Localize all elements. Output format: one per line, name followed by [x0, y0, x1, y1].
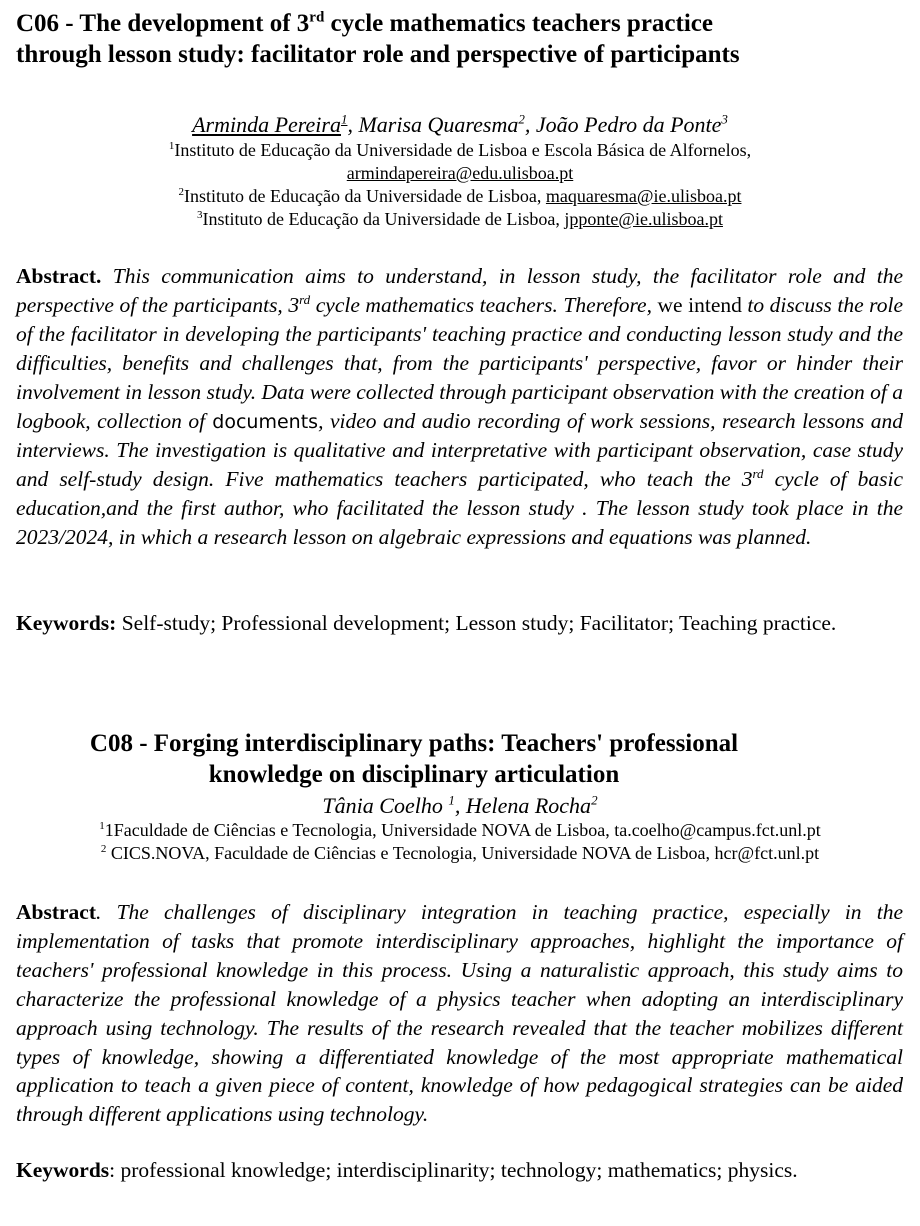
affiliation-text: Instituto de Educação da Universidade de Lisboa e Escola Básica de Alfornelos, — [174, 140, 752, 160]
abstract-text: documents — [205, 410, 319, 433]
c06-abstract — [16, 262, 903, 552]
c08-title — [24, 728, 804, 790]
c08-author-2-mark: 2 — [591, 792, 598, 808]
c08-title-line-1: C08 - Forging interdisciplinary paths: Teachers' professional — [89, 730, 739, 757]
abstract-label: Abstract. — [16, 264, 102, 288]
abstract-text: . The challenges of disciplinary integration in teaching practice, especially in the implementation of tasks that promote interdisciplinary approaches, highlight the importance of teachers' professional knowledge in this process. Using a naturalistic approach, this study aims to characterize the professional knowledge of a physics teacher when adopting an interdisciplinary approach using technology. The results of the research revealed that the teacher mobilizes different types of knowledge, showing a differentiated knowledge of the most appropriate mathematical application to teach a given piece of content, knowledge of how pedagogical strategies can be aided through different applications using technology. — [16, 900, 903, 1127]
c06-affiliation-1 — [0, 139, 920, 162]
c08-affiliation-2 — [0, 842, 920, 865]
affiliation-mark: 2 — [100, 843, 107, 855]
c06-author-3: João Pedro da Ponte — [535, 112, 722, 137]
affiliation-text: CICS.NOVA, Faculdade de Ciências e Tecnologia, Universidade NOVA de Lisboa, hcr@fct.unl.pt — [106, 843, 820, 863]
c06-author-1-mark: 1 — [340, 111, 348, 127]
abstract-text: to discuss the role of the facilitator in developing the participants' teaching practice and conducting lesson study and the difficulties, benefits and challenges that, from the participants' perspective, favor or hinder their involvement in lesson study. Data were collected through participant observation with the creation of a logbook, collection of — [16, 292, 903, 433]
affiliation-text: Instituto de Educação da Universidade de Lisboa, — [202, 209, 565, 229]
c08-authors — [0, 793, 920, 819]
affiliation-text: Instituto de Educação da Universidade de Lisboa, — [184, 186, 546, 206]
abstract-text: we intend — [651, 292, 742, 317]
c06-title-start: C06 - The development of 3 — [16, 10, 310, 37]
c08-title-line-2: knowledge on disciplinary articulation — [208, 761, 620, 788]
abstract-text: , video and audio recording of work sessions, research lessons and interviews. The investigation is qualitative and interpretative with participant observation, case study and self-study design. Five mathematics teachers participated, who teach the 3 — [16, 408, 904, 492]
affiliation-mark: 1 — [168, 140, 175, 152]
affiliation-mark: 3 — [197, 209, 203, 221]
affiliation-mark: 2 — [178, 186, 185, 198]
affiliation-text: 1Faculdade de Ciências e Tecnologia, Universidade NOVA de Lisboa, ta.coelho@campus.fct.unl.pt — [104, 820, 821, 840]
c06-affiliations — [0, 139, 920, 231]
c06-authors — [0, 112, 920, 138]
c06-author-2-mark: 2 — [518, 111, 525, 127]
c08-affiliation-1 — [0, 819, 920, 842]
author-separator: , — [524, 112, 536, 137]
c08-author-1-mark: 1 — [448, 792, 455, 808]
author-separator: , — [454, 793, 466, 818]
c06-keywords — [16, 609, 903, 638]
email-link[interactable]: jpponte@ie.ulisboa.pt — [564, 209, 723, 229]
email-link[interactable]: maquaresma@ie.ulisboa.pt — [545, 186, 742, 206]
abstract-label: Abstract — [16, 900, 97, 924]
c06-affiliation-3 — [0, 208, 920, 231]
c06-author-1: Arminda Pereira — [192, 112, 341, 137]
c06-title-line-2: through lesson study: facilitator role and perspective of participants — [16, 41, 740, 68]
c06-title — [16, 8, 906, 70]
keywords-text: Self-study; Professional development; Lesson study; Facilitator; Teaching practice. — [116, 611, 837, 635]
abstract-text: cycle of basic education,and the first author, who facilitated the lesson study . The lesson study took place in the 2023/2024, in which a research lesson on algebraic expressions and equations was planned. — [16, 467, 903, 550]
c06-author-2: Marisa Quaresma — [358, 112, 519, 137]
keywords-text: : professional knowledge; interdisciplinarity; technology; mathematics; physics. — [109, 1158, 798, 1182]
affiliation-mark: 1 — [99, 820, 105, 832]
author-separator: , — [347, 112, 359, 137]
c08-author-2: Helena Rocha — [465, 793, 592, 818]
abstract-text: This communication aims to understand, in lesson study, the facilitator role and the perspective of the participants, 3 — [16, 264, 903, 317]
keywords-label: Keywords — [16, 1158, 110, 1182]
email-link[interactable]: armindapereira@edu.ulisboa.pt — [346, 163, 574, 183]
c08-author-1: Tânia Coelho — [322, 793, 449, 818]
abstract-text: cycle mathematics teachers. Therefore, — [310, 292, 652, 317]
keywords-label: Keywords: — [16, 611, 117, 635]
c06-title-superscript: rd — [309, 9, 325, 26]
c06-title-line-1 — [16, 8, 906, 39]
c06-title-line-1-rest: cycle mathematics teachers practice — [324, 10, 713, 37]
c06-author-3-mark: 3 — [721, 111, 728, 127]
c08-keywords — [16, 1156, 903, 1185]
abstract-superscript: rd — [299, 291, 311, 307]
c06-affiliation-1-email-line — [0, 162, 920, 185]
c08-abstract — [16, 898, 903, 1129]
c06-affiliation-2 — [0, 185, 920, 208]
c08-affiliations — [0, 819, 920, 865]
abstract-superscript: rd — [752, 466, 764, 482]
